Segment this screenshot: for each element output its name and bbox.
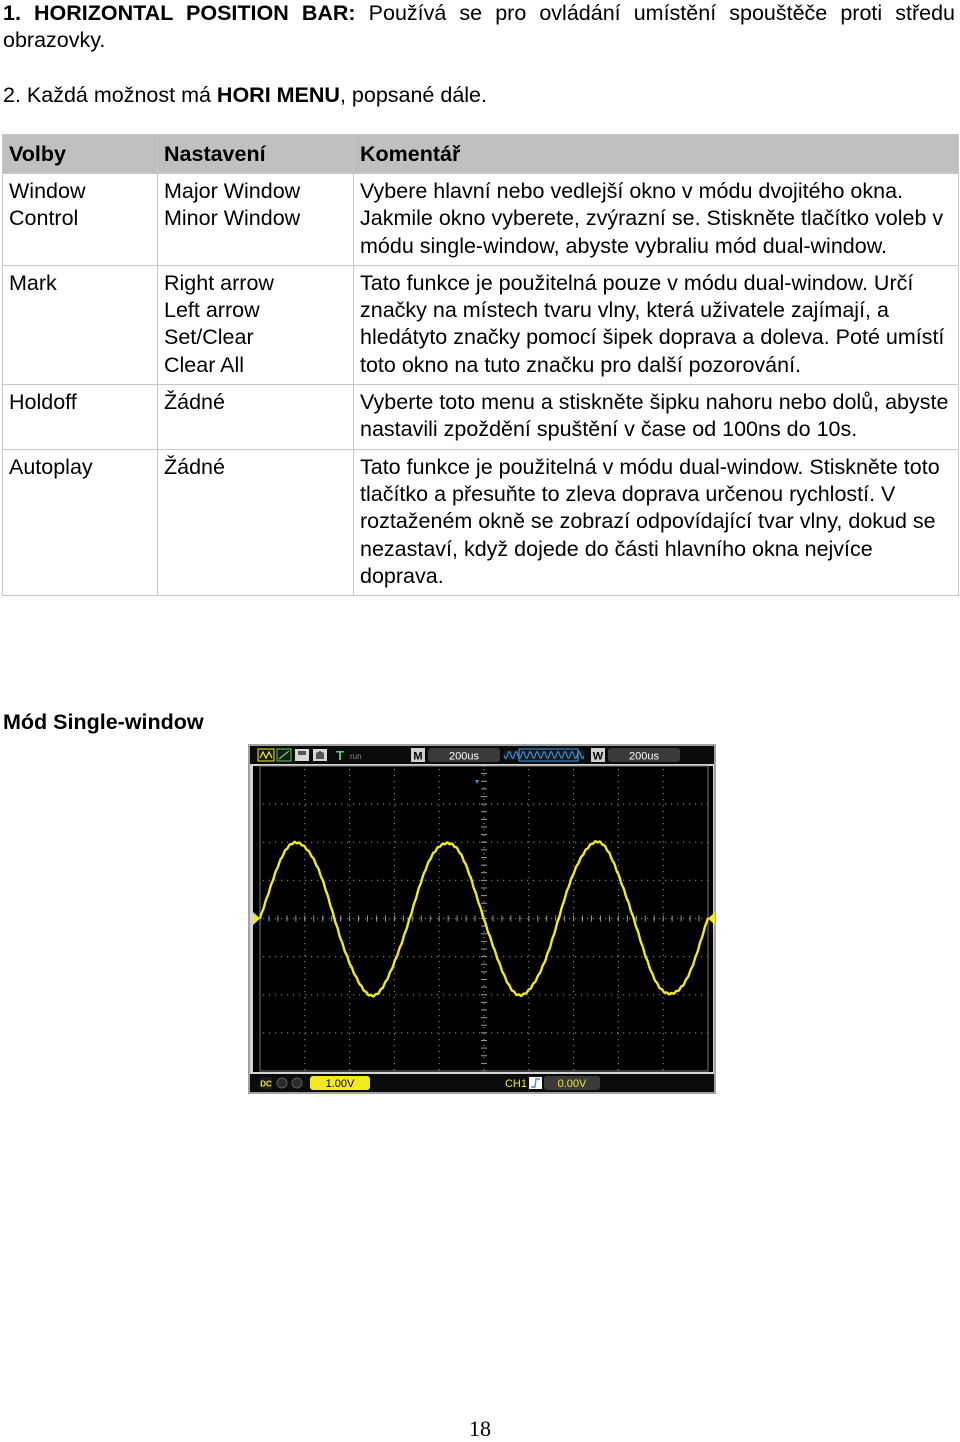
bandwidth-icon: [277, 1078, 287, 1088]
settings-cell: [158, 174, 354, 266]
intro-paragraph-2: [3, 82, 955, 109]
coupling-label: DC: [260, 1079, 272, 1089]
invert-icon: [292, 1078, 302, 1088]
table-row: [3, 265, 959, 384]
setting-line: Left arrow: [164, 298, 260, 323]
option-cell: [3, 449, 158, 595]
option-line: Autoplay: [9, 454, 93, 479]
option-line: Window: [9, 179, 86, 203]
settings-cell: [158, 385, 354, 450]
options-table: [2, 134, 959, 596]
setting-line: Clear All: [164, 352, 245, 377]
option-cell: [3, 265, 158, 384]
page-number: 18: [469, 1416, 491, 1441]
trigger-t-icon: T: [336, 748, 344, 763]
intro-item1-text: Používá se pro ovládání umístění spouštěče proti středu obrazovky.: [3, 1, 955, 52]
oscilloscope-screenshot: [248, 744, 716, 1094]
window-badge: W: [592, 750, 604, 763]
option-cell: [3, 385, 158, 450]
intro-item2-bold: HORI MENU: [216, 83, 340, 107]
table-header-row: [3, 135, 959, 174]
setting-line: Minor Window: [164, 206, 301, 231]
option-line: Mark: [9, 270, 57, 295]
status-text-icon: run: [350, 752, 362, 761]
intro-item2-post: , popsané dále.: [339, 83, 487, 107]
setting-line: Major Window: [164, 179, 301, 203]
table-row: [3, 449, 959, 595]
setting-line: Žádné: [164, 390, 225, 415]
comment-cell: Tato funkce je použitelná v módu dual-window. Stiskněte toto tlačítko a přesuňte to zleva doprava určenou rychlostí. V roztaženém okně se zobrazí odpovídající tvar vlny, dokud se nezastaví, když dojede do části hlavního okna nejvíce doprava.: [354, 449, 959, 595]
table-row: [3, 174, 959, 266]
main-window-badge: M: [413, 750, 423, 763]
setting-line: Right arrow: [164, 270, 274, 295]
settings-cell: [158, 449, 354, 595]
comment-cell: Vyberte toto menu a stiskněte šipku nahoru nebo dolů, abyste nastavili zpoždění spuštění v čase od 100ns do 10s.: [354, 385, 959, 450]
window-timebase: 200us: [629, 750, 659, 763]
comment-cell: Vybere hlavní nebo vedlejší okno v módu dvojitého okna. Jakmile okno vyberete, zvýrazní se. Stiskněte tlačítko voleb v módu single-window, abyste vybraliu mód dual-window.: [354, 174, 959, 266]
header-komentar: Komentář: [354, 135, 959, 174]
comment-cell: Tato funkce je použitelná pouze v módu dual-window. Určí značky na místech tvaru vlny, která uživatele zajímají, a hledátyto značky pomocí šipek doprava a doleva. Poté umístí toto okno na tuto značku pro další pozorování.: [354, 265, 959, 384]
option-line: Control: [9, 206, 79, 231]
table-row: [3, 385, 959, 450]
setting-line: Set/Clear: [164, 325, 254, 350]
trigger-source: CH1: [504, 1078, 528, 1090]
header-nastaveni: Nastavení: [158, 135, 354, 174]
intro-item1-label: 1. HORIZONTAL POSITION BAR:: [3, 1, 356, 25]
ch1-scale: 1.00V: [325, 1078, 355, 1090]
setting-line: Žádné: [164, 454, 225, 479]
option-cell: [3, 174, 158, 266]
main-timebase: 200us: [449, 750, 479, 763]
option-line: Holdoff: [9, 390, 77, 415]
intro-item2-pre: 2. Každá možnost má: [3, 83, 217, 107]
settings-cell: [158, 265, 354, 384]
trigger-level: 0.00V: [557, 1078, 587, 1090]
section-title: Mód Single-window: [3, 710, 204, 734]
intro-paragraph-1: [3, 0, 955, 54]
header-volby: Volby: [3, 135, 158, 174]
